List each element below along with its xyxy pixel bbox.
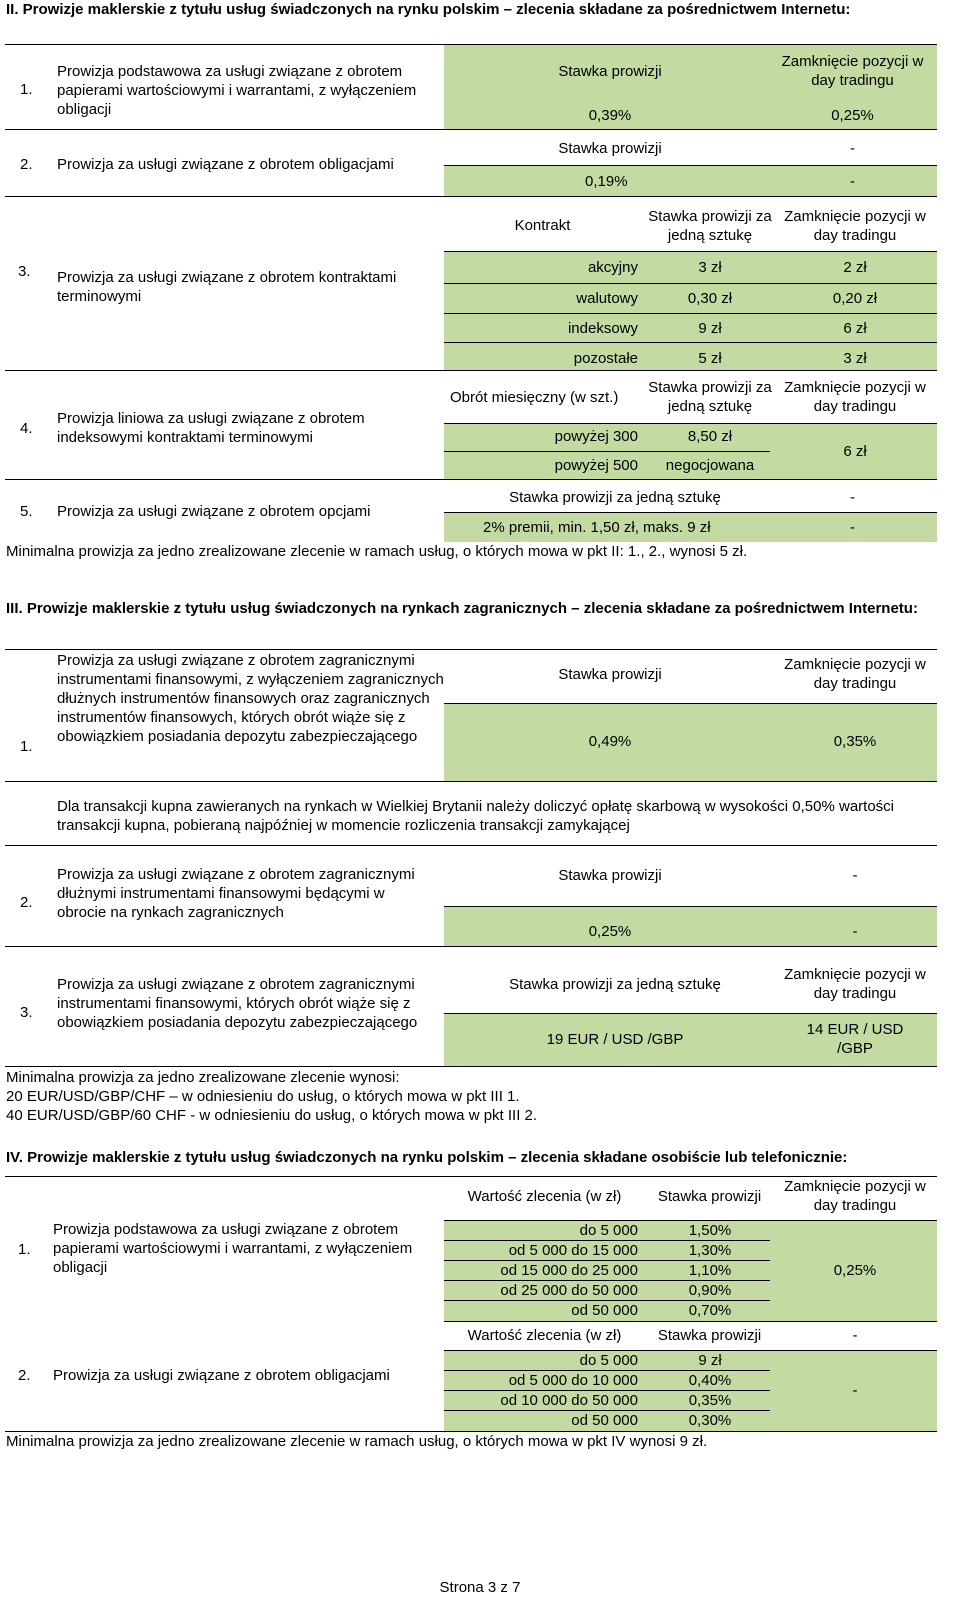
divider — [444, 1260, 770, 1261]
divider — [444, 342, 937, 343]
s2-r4-h0: Obrót miesięczny (w szt.) — [450, 389, 619, 406]
s4-r1-v1: 1,30% — [688, 1242, 732, 1259]
s3-r3-h1: Stawka prowizji za jedną sztukę — [509, 976, 721, 993]
s4-r2-h0: Wartość zlecenia (w zł) — [467, 1327, 622, 1344]
s2-r3-h2: Zamknięcie pozycji w day tradingu — [784, 208, 926, 244]
s2-r4-a1: negocjowana — [665, 457, 755, 474]
s4-r2-k3: od 50 000 — [571, 1412, 638, 1429]
section-iv-heading: IV. Prowizje maklerskie z tytułu usług świadczonych na rynku polskim – zlecenia składane osobiście lub telefonicznie: — [6, 1149, 848, 1166]
divider — [444, 283, 937, 284]
s3-r2-v1: 0,25% — [588, 923, 632, 940]
divider — [5, 1066, 937, 1067]
s4-r2-dt: - — [852, 1382, 858, 1399]
s2-r3-num: 3. — [18, 263, 31, 280]
s2-r4-num: 4. — [20, 420, 33, 437]
divider — [444, 906, 937, 907]
s2-r2-num: 2. — [20, 156, 33, 173]
s2-r2-label: Prowizja za usługi związane z obrotem obligacjami — [57, 156, 394, 173]
s4-r1-label: Prowizja podstawowa za usługi związane z obrotem papierami wartościowymi i warrantami, z wyłączeniem obligacji — [53, 1221, 413, 1276]
s2-r1-v1: 0,39% — [588, 107, 632, 124]
s2-r3-a3: 5 zł — [698, 350, 722, 367]
s4-r1-v0: 1,50% — [688, 1222, 732, 1239]
s3-r1-v1: 0,49% — [588, 733, 632, 750]
s2-r5-v2: - — [850, 519, 855, 536]
s2-r3-a2: 9 zł — [698, 320, 722, 337]
s3-r1-label: Prowizja za usługi związane z obrotem zagranicznymi instrumentami finansowymi, z wyłączeniem zagranicznych dłużnych instrumentów finansowych oraz zagranicznych instrumentów finansowych, których obrót wiąże się z obowiązkiem posiadania depozytu zabezpieczającego — [57, 652, 444, 745]
s2-r3-h0: Kontrakt — [514, 217, 571, 234]
s2-r4-k0: powyżej 300 — [554, 428, 638, 445]
s3-r2-label: Prowizja za usługi związane z obrotem zagranicznymi dłużnymi instrumentami finansowymi będącymi w obrocie na rynkach zagranicznych — [57, 866, 415, 921]
s4-r2-h2: - — [852, 1327, 858, 1344]
s3-r3-v2: 14 EUR / USD /GBP — [806, 1021, 904, 1057]
s3-r3-num: 3. — [20, 1004, 33, 1021]
s2-r4-h2: Zamknięcie pozycji w day tradingu — [784, 379, 926, 415]
s2-r5-label: Prowizja za usługi związane z obrotem opcjami — [57, 503, 371, 520]
divider — [444, 313, 937, 314]
s3-r1-v2: 0,35% — [833, 733, 877, 750]
s2-r5-num: 5. — [20, 503, 33, 520]
divider — [444, 1410, 770, 1411]
divider — [444, 251, 937, 252]
s3-min1: Minimalna prowizja za jedno zrealizowane zlecenie wynosi: — [6, 1069, 400, 1086]
divider — [444, 1240, 770, 1241]
s2-r3-b2: 6 zł — [843, 320, 867, 337]
s4-r1-v3: 0,90% — [688, 1282, 732, 1299]
s4-r2-v1: 0,40% — [688, 1372, 732, 1389]
s2-r1-num: 1. — [20, 81, 33, 98]
s2-r5-h1: Stawka prowizji za jedną sztukę — [509, 489, 721, 506]
s4-r2-label: Prowizja za usługi związane z obrotem obligacjami — [53, 1367, 390, 1384]
s2-r3-a0: 3 zł — [698, 259, 722, 276]
s4-r2-v0: 9 zł — [698, 1352, 722, 1369]
s2-r4-h1: Stawka prowizji za jedną sztukę — [648, 379, 772, 415]
divider — [5, 129, 937, 130]
s2-r3-k3: pozostałe — [573, 350, 638, 367]
s2-r4-k1: powyżej 500 — [554, 457, 638, 474]
s3-r2-num: 2. — [20, 894, 33, 911]
s2-r2-h2: - — [850, 140, 855, 157]
s2-r3-b1: 0,20 zł — [832, 290, 878, 307]
divider — [444, 423, 937, 424]
s2-r3-k2: indeksowy — [567, 320, 638, 337]
s4-r1-h2: Zamknięcie pozycji w day tradingu — [784, 1178, 926, 1214]
divider — [5, 946, 937, 947]
divider — [444, 1280, 770, 1281]
s4-r2-k0: do 5 000 — [579, 1352, 638, 1369]
s2-r3-h1: Stawka prowizji za jedną sztukę — [648, 208, 772, 244]
s3-r2-h1: Stawka prowizji — [558, 867, 662, 884]
s4-r1-k3: od 25 000 do 50 000 — [500, 1282, 638, 1299]
s3-r1-note: Dla transakcji kupna zawieranych na rynkach w Wielkiej Brytanii należy doliczyć opłatę skarbową w wysokości 0,50% wartości transakcji kupna, pobieraną najpóźniej w momencie rozliczenia transakcji zamykającej — [57, 798, 895, 834]
divider — [444, 451, 770, 452]
divider — [444, 1321, 937, 1322]
s4-r2-v3: 0,30% — [688, 1412, 732, 1429]
s4-r2-k1: od 5 000 do 10 000 — [508, 1372, 638, 1389]
s2-r4-a0: 8,50 zł — [687, 428, 733, 445]
s4-r2-k2: od 10 000 do 50 000 — [500, 1392, 638, 1409]
divider — [5, 845, 937, 846]
s4-r1-v2: 1,10% — [688, 1262, 732, 1279]
divider — [5, 196, 937, 197]
divider — [444, 512, 937, 513]
s2-r2-h1: Stawka prowizji — [558, 140, 662, 157]
section-iii-heading: III. Prowizje maklerskie z tytułu usług świadczonych na rynkach zagranicznych – zlecenia składane za pośrednictwem Internetu: — [6, 600, 918, 617]
divider — [444, 703, 937, 704]
s2-r3-b3: 3 zł — [843, 350, 867, 367]
s3-r3-label: Prowizja za usługi związane z obrotem zagranicznymi instrumentami finansowymi, których obrót wiąże się z obowiązkiem posiadania depozytu zabezpieczającego — [57, 976, 418, 1031]
s4-r1-k2: od 15 000 do 25 000 — [500, 1262, 638, 1279]
s3-r2-h2: - — [852, 867, 858, 884]
divider — [444, 165, 937, 166]
divider — [444, 1013, 937, 1014]
s3-r1-num: 1. — [20, 738, 33, 755]
s2-r4-label: Prowizja liniowa za usługi związane z obrotem indeksowymi kontraktami terminowymi — [57, 410, 365, 446]
s2-r3-k1: walutowy — [576, 290, 638, 307]
s4-min: Minimalna prowizja za jedno zrealizowane zlecenie w ramach usług, o których mowa w pkt IV wynosi 9 zł. — [6, 1433, 708, 1450]
divider — [5, 781, 937, 782]
page-number: Strona 3 z 7 — [439, 1579, 521, 1596]
s3-r2-v2: - — [852, 923, 858, 940]
s4-r1-v4: 0,70% — [688, 1302, 732, 1319]
divider — [444, 1300, 770, 1301]
s2-r1-h2: Zamknięcie pozycji w day tradingu — [781, 53, 924, 89]
s2-r3-k0: akcyjny — [587, 259, 638, 276]
s2-r5-h2: - — [850, 489, 855, 506]
s2-r5-v1: 2% premii, min. 1,50 zł, maks. 9 zł — [483, 519, 711, 536]
divider — [444, 1370, 770, 1371]
divider — [5, 44, 937, 45]
s3-min2: 20 EUR/USD/GBP/CHF – w odniesieniu do usług, o których mowa w pkt III 1. — [6, 1088, 520, 1105]
s2-r2-v1: 0,19% — [585, 173, 628, 190]
section-ii-heading: II. Prowizje maklerskie z tytułu usług świadczonych na rynku polskim – zlecenia składane za pośrednictwem Internetu: — [6, 1, 851, 18]
s4-r1-h1: Stawka prowizji — [657, 1188, 762, 1205]
s4-r2-num: 2. — [18, 1367, 31, 1384]
s3-r1-h1: Stawka prowizji — [558, 666, 662, 683]
divider — [444, 1390, 770, 1391]
s2-r1-label: Prowizja podstawowa za usługi związane z obrotem papierami wartościowymi i warrantami, z wyłączeniem obligacji — [57, 63, 417, 118]
s2-r3-b0: 2 zł — [843, 259, 867, 276]
s2-r1-v2: 0,25% — [831, 107, 874, 124]
s4-r1-h0: Wartość zlecenia (w zł) — [467, 1188, 622, 1205]
s4-r1-k0: do 5 000 — [579, 1222, 638, 1239]
s4-r2-h1: Stawka prowizji — [657, 1327, 762, 1344]
s2-min: Minimalna prowizja za jedno zrealizowane zlecenie w ramach usług, o których mowa w pkt II: 1., 2., wynosi 5 zł. — [6, 543, 748, 560]
s3-r1-h2: Zamknięcie pozycji w day tradingu — [784, 656, 926, 692]
s4-r1-dt: 0,25% — [833, 1262, 877, 1279]
divider — [5, 370, 937, 371]
s4-r1-k4: od 50 000 — [571, 1302, 638, 1319]
s2-r4-b: 6 zł — [843, 443, 867, 460]
s2-r3-a1: 0,30 zł — [687, 290, 733, 307]
s4-r1-k1: od 5 000 do 15 000 — [508, 1242, 638, 1259]
divider — [5, 649, 937, 650]
divider — [5, 479, 937, 480]
s2-r2-v2: - — [850, 173, 855, 190]
s4-r1-num: 1. — [18, 1241, 31, 1258]
s2-r3-label: Prowizja za usługi związane z obrotem kontraktami terminowymi — [57, 269, 397, 305]
s2-r1-h1: Stawka prowizji — [558, 63, 662, 80]
s4-r2-v2: 0,35% — [688, 1392, 732, 1409]
s3-min3: 40 EUR/USD/GBP/60 CHF - w odniesieniu do usług, o których mowa w pkt III 2. — [6, 1107, 538, 1124]
s3-r3-h2: Zamknięcie pozycji w day tradingu — [784, 966, 926, 1002]
s3-r3-v1: 19 EUR / USD /GBP — [546, 1031, 684, 1048]
